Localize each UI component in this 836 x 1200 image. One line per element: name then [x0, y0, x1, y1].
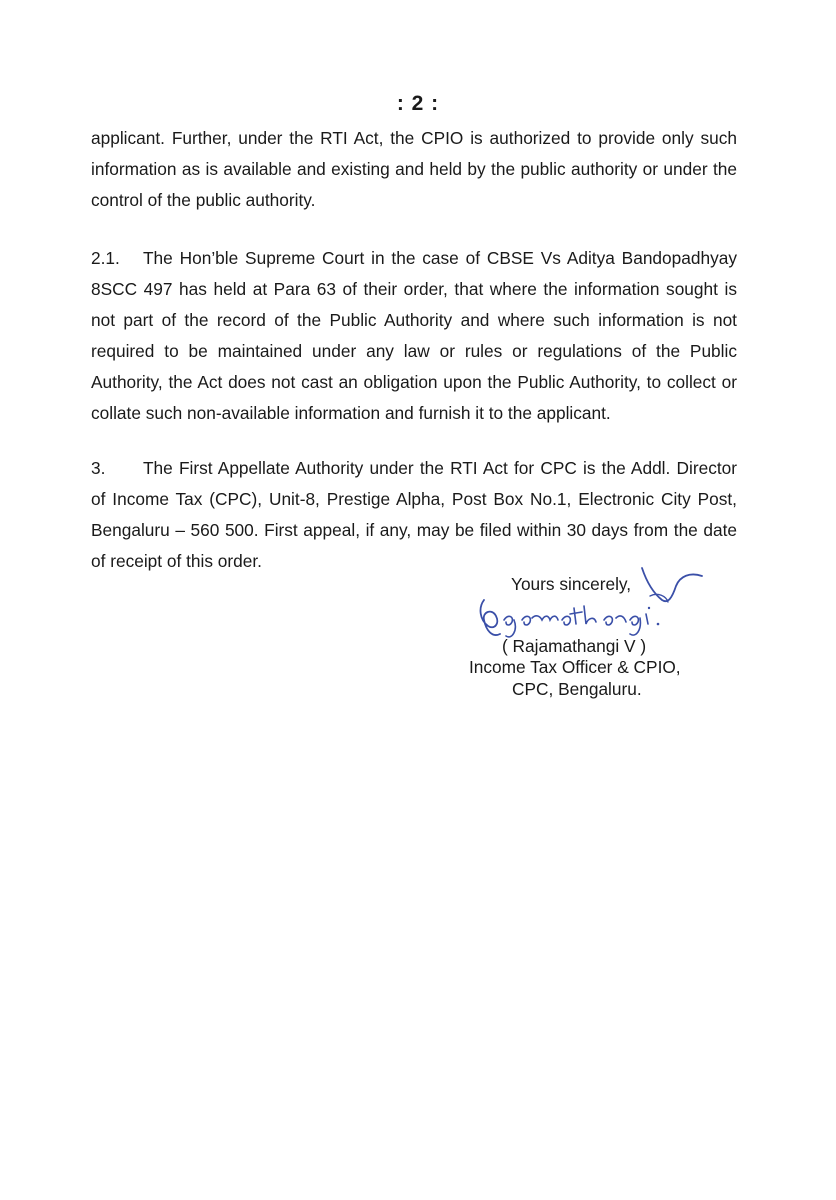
paragraph-number: 2.1. — [91, 248, 120, 268]
paragraph-text: The First Appellate Authority under the RTI Act for CPC is the Addl. Director of Income Tax (CPC), Unit-8, Prestige Alpha, Post Box No.1, Electronic City Post, Bengaluru – 560 500. First appeal, if any, may be filed within 30 days from the date of receipt of this order. — [91, 458, 737, 571]
signatory-designation: Income Tax Officer & CPIO, — [469, 657, 681, 677]
closing-salutation: Yours sincerely, — [511, 574, 632, 594]
paragraph-3 — [91, 453, 737, 577]
paragraph-2-1 — [91, 243, 737, 429]
paragraph-number: 3. — [91, 458, 106, 478]
paragraph-text: The Hon’ble Supreme Court in the case of CBSE Vs Aditya Bandopadhyay 8SCC 497 has held at Para 63 of their order, that where the information sought is not part of the record of the Public Authority and where such information is not required to be maintained under any law or rules or regulations of the Public Authority, the Act does not cast an obligation upon the Public Authority, to collect or collate such non-available information and furnish it to the applicant. — [91, 248, 737, 423]
handwritten-signature — [470, 590, 670, 642]
signatory-name: ( Rajamathangi V ) — [502, 636, 647, 656]
page-number: : 2 : — [396, 92, 440, 115]
paragraph-text: applicant. Further, under the RTI Act, the CPIO is authorized to provide only such information as is available and existing and held by the public authority or under the control of the public authority. — [91, 128, 737, 210]
signatory-office: CPC, Bengaluru. — [512, 679, 642, 699]
paragraph-continuation — [91, 123, 737, 216]
